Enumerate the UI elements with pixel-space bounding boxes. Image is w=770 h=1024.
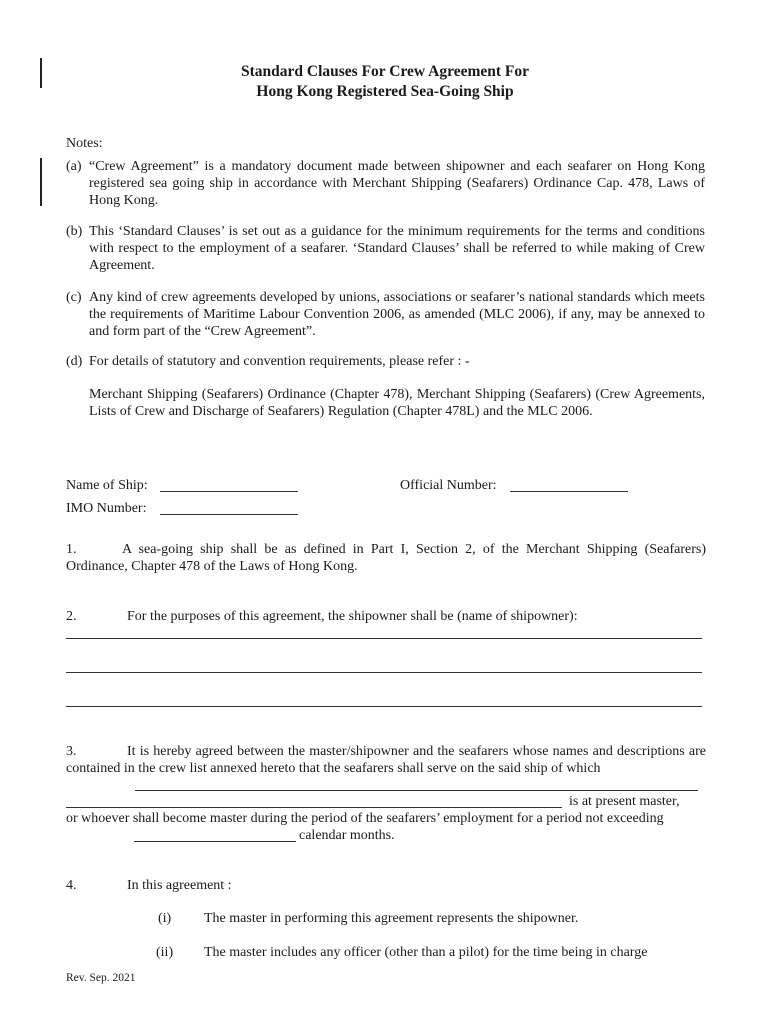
imo-number-label: IMO Number:	[66, 501, 147, 516]
note-marker: (c)	[66, 290, 82, 305]
sub-item-marker: (ii)	[156, 945, 174, 960]
clause-number: 1.	[66, 542, 77, 557]
sub-item-marker: (i)	[158, 911, 172, 926]
sub-item-text: The master includes any officer (other than a pilot) for the time being in charge	[204, 945, 648, 960]
note-text: For details of statutory and convention requirements, please refer : -	[89, 354, 470, 369]
shipowner-name-field[interactable]	[66, 638, 702, 639]
note-text: Any kind of crew agreements developed by unions, associations or seafarer’s national standards which meets the requirements of Maritime Labour Convention 2006, as amended (MLC 2006), if any, may be annexed to and form part of the “Crew Agreement”.	[89, 290, 705, 339]
official-number-field[interactable]	[510, 491, 628, 492]
clause-text: In this agreement :	[127, 878, 232, 893]
master-name-field[interactable]	[66, 807, 562, 808]
clause-text: A sea-going ship shall be as defined in Part I, Section 2, of the Merchant Shipping (Seafarers) Ordinance, Chapter 478 of the Laws of Hong Kong.	[66, 542, 706, 574]
document-subtitle: Hong Kong Registered Sea-Going Ship	[256, 83, 514, 100]
shipowner-name-field[interactable]	[66, 672, 702, 673]
ship-of-which-field[interactable]	[135, 790, 698, 791]
clause-text: It is hereby agreed between the master/shipowner and the seafarers whose names and descriptions are contained in the crew list annexed hereto that the seafarers shall serve on the said ship of which	[66, 744, 706, 776]
clause-number: 3.	[66, 744, 77, 759]
note-marker: (b)	[66, 224, 83, 239]
note-marker: (d)	[66, 354, 83, 369]
revision-bar	[40, 158, 42, 206]
clause-text: calendar months.	[299, 828, 395, 843]
note-d-detail: Merchant Shipping (Seafarers) Ordinance (Chapter 478), Merchant Shipping (Seafarers) (Crew Agreements, Lists of Crew and Discharge of Seafarers) Regulation (Chapter 478L) and the MLC 2006.	[89, 387, 705, 419]
clause-text: or whoever shall become master during the period of the seafarers’ employment for a period not exceeding	[66, 811, 664, 826]
note-text: This ‘Standard Clauses’ is set out as a guidance for the minimum requirements for the terms and conditions with respect to the employment of a seafarer. ‘Standard Clauses’ shall be referred to while making of Crew Agreement.	[89, 224, 705, 273]
sub-item-text: The master in performing this agreement represents the shipowner.	[204, 911, 579, 926]
note-text: “Crew Agreement” is a mandatory document made between shipowner and each seafarer on Hong Kong registered sea going ship in accordance with Merchant Shipping (Seafarers) Ordinance Cap. 478, Laws of Hong Kong.	[89, 159, 705, 208]
ship-name-field[interactable]	[160, 491, 298, 492]
clause-number: 2.	[66, 609, 77, 624]
clause-text: is at present master,	[569, 794, 680, 809]
clause-number: 4.	[66, 878, 77, 893]
notes-heading: Notes:	[66, 136, 103, 151]
shipowner-name-field[interactable]	[66, 706, 702, 707]
note-marker: (a)	[66, 159, 82, 174]
revision-footer: Rev. Sep. 2021	[66, 972, 136, 984]
ship-name-label: Name of Ship:	[66, 478, 148, 493]
imo-number-field[interactable]	[160, 514, 298, 515]
period-months-field[interactable]	[134, 841, 296, 842]
document-title: Standard Clauses For Crew Agreement For	[240, 63, 529, 80]
official-number-label: Official Number:	[400, 478, 497, 493]
clause-text: For the purposes of this agreement, the shipowner shall be (name of shipowner):	[127, 609, 578, 624]
